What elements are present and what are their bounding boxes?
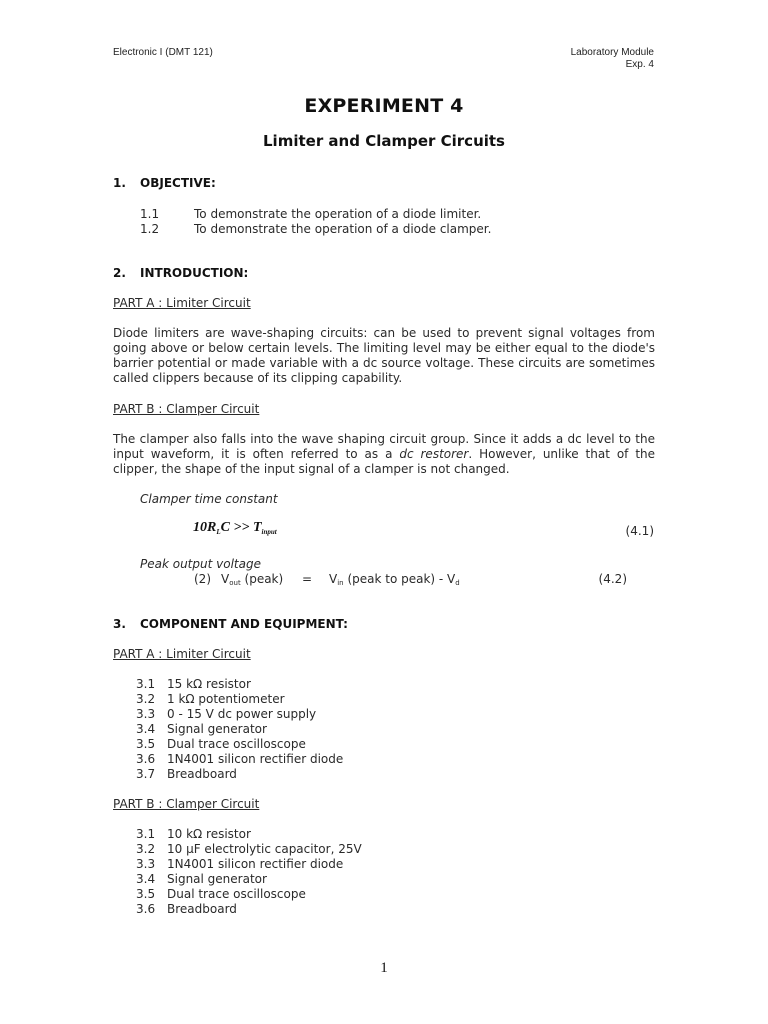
section-heading-introduction: INTRODUCTION: [140, 266, 249, 280]
equipment-b-item: Breadboard [167, 902, 237, 916]
header-course: Electronic I (DMT 121) [113, 47, 213, 58]
equipment-a-num: 3.6 [136, 752, 156, 766]
page-number: 1 [380, 960, 388, 976]
section-number-introduction: 2. [113, 266, 126, 280]
objective-item-num: 1.2 [140, 222, 160, 236]
section-number-equipment: 3. [113, 617, 126, 631]
equipment-a-num: 3.1 [136, 677, 156, 691]
equipment-a-item: 1N4001 silicon rectifier diode [167, 752, 344, 766]
equipment-a-num: 3.4 [136, 722, 156, 736]
equipment-b-item: 10 kΩ resistor [167, 827, 251, 841]
eq2-equals: = [302, 572, 313, 586]
header-module: Laboratory Module [570, 47, 654, 58]
objective-item-text: To demonstrate the operation of a diode limiter. [194, 207, 482, 221]
equipment-b-num: 3.4 [136, 872, 156, 886]
equipment-part-b-title: PART B : Clamper Circuit [113, 797, 260, 811]
equipment-b-item: 1N4001 silicon rectifier diode [167, 857, 344, 871]
equipment-b-item: Dual trace oscilloscope [167, 887, 306, 901]
equipment-b-num: 3.1 [136, 827, 156, 841]
equipment-b-num: 3.6 [136, 902, 156, 916]
eq2-prefix: (2) [194, 572, 211, 586]
time-constant-label: Clamper time constant [140, 492, 278, 506]
equation-number-4-1: (4.1) [625, 524, 654, 538]
equipment-a-num: 3.3 [136, 707, 156, 721]
section-heading-objective: OBJECTIVE: [140, 176, 216, 190]
intro-part-b-title: PART B : Clamper Circuit [113, 402, 260, 416]
equipment-a-item: Signal generator [167, 722, 267, 736]
equipment-a-item: 15 kΩ resistor [167, 677, 251, 691]
objective-item-text: To demonstrate the operation of a diode clamper. [194, 222, 492, 236]
equipment-a-item: Breadboard [167, 767, 237, 781]
equipment-a-num: 3.5 [136, 737, 156, 751]
peak-output-label: Peak output voltage [140, 557, 261, 571]
equipment-b-item: Signal generator [167, 872, 267, 886]
page-subtitle: Limiter and Clamper Circuits [263, 132, 505, 150]
page-title: EXPERIMENT 4 [304, 95, 464, 117]
equipment-b-num: 3.3 [136, 857, 156, 871]
intro-part-b-paragraph: The clamper also falls into the wave shaping circuit group. Since it adds a dc level to the input waveform, it is often referred to as a dc restorer. However, unlike that of the clipper, the shape of the input signal of a clamper is not changed. [113, 432, 656, 476]
equipment-b-item: 10 µF electrolytic capacitor, 25V [167, 842, 362, 856]
equipment-a-num: 3.2 [136, 692, 156, 706]
intro-part-a-title: PART A : Limiter Circuit [113, 296, 251, 310]
equipment-part-a-title: PART A : Limiter Circuit [113, 647, 251, 661]
equipment-a-num: 3.7 [136, 767, 156, 781]
equipment-b-num: 3.2 [136, 842, 156, 856]
section-number-objective: 1. [113, 176, 126, 190]
equipment-a-item: Dual trace oscilloscope [167, 737, 306, 751]
header-exp: Exp. 4 [625, 59, 654, 70]
eq2-vin: $V_{in}$ (peak to peak) - $V_d$ [329, 572, 460, 587]
dc-restorer-term: dc restorer [399, 447, 469, 461]
equipment-a-item: 1 kΩ potentiometer [167, 692, 285, 706]
objective-item-num: 1.1 [140, 207, 160, 221]
equation-4-1: $10R_LC >> T_{input}$ [193, 520, 277, 536]
equipment-a-item: 0 - 15 V dc power supply [167, 707, 317, 721]
equation-number-4-2: (4.2) [598, 572, 627, 586]
section-heading-equipment: COMPONENT AND EQUIPMENT: [140, 617, 348, 631]
eq2-vout: $V_{out}$ (peak) [221, 572, 284, 587]
intro-part-a-paragraph: Diode limiters are wave-shaping circuits: can be used to prevent signal voltages from going above or below certain levels. The limiting level may be either equal to the diode's barrier potential or made variable with a dc source voltage. These circuits are sometimes called clippers because of its clipping capability. [113, 326, 655, 385]
equipment-b-num: 3.5 [136, 887, 156, 901]
